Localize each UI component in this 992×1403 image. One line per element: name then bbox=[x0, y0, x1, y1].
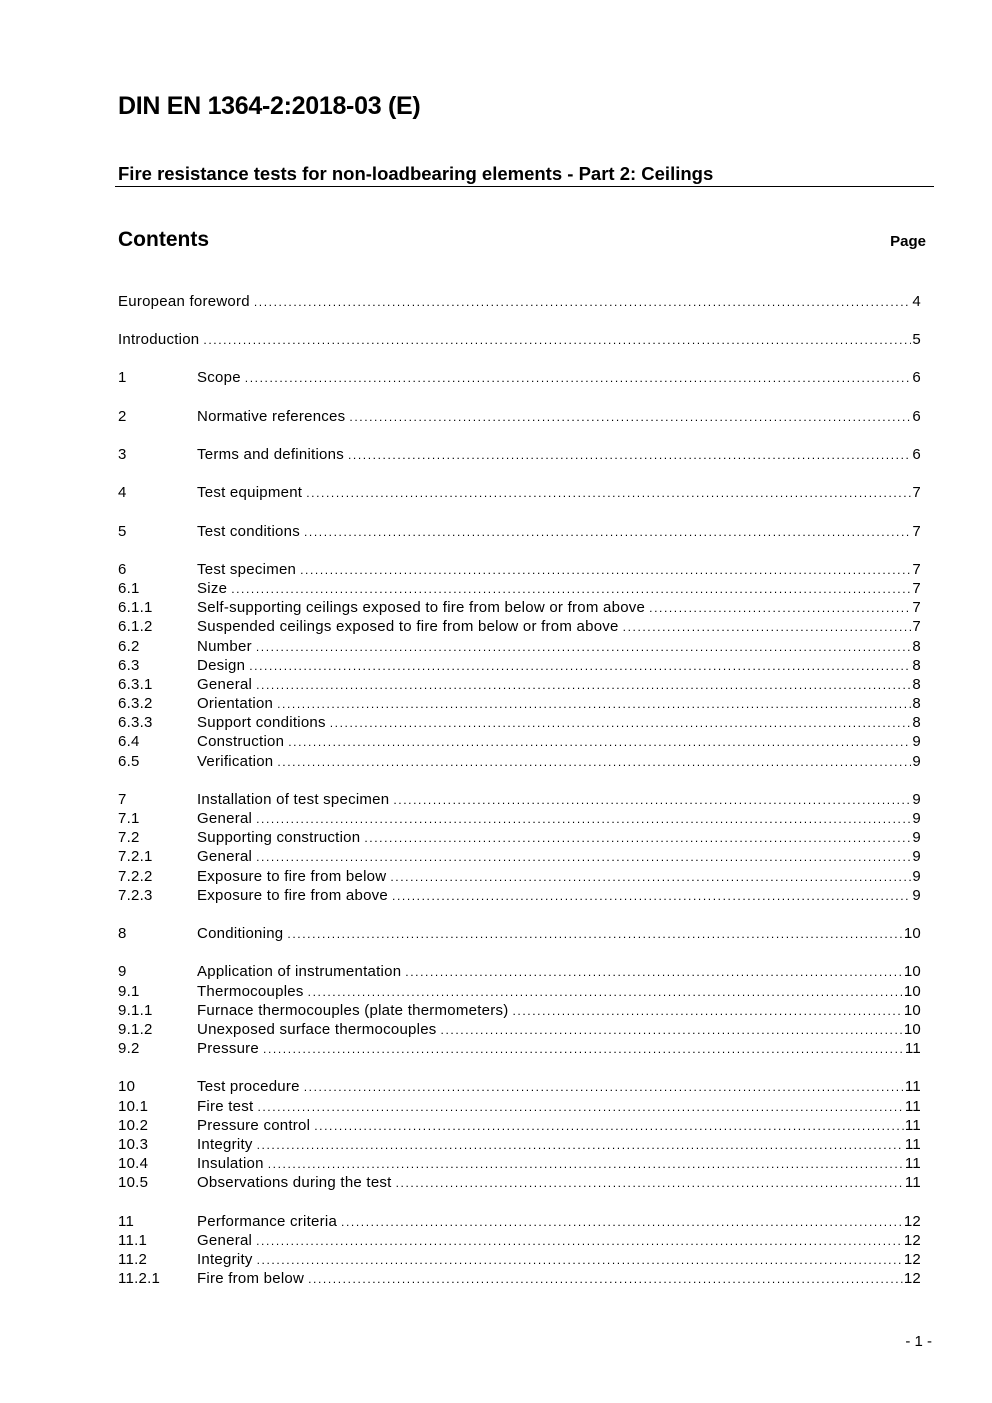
toc-entry[interactable] bbox=[118, 1001, 921, 1020]
toc-dot-leader bbox=[231, 580, 911, 599]
toc-entry-number: 11 bbox=[118, 1213, 135, 1230]
document-id: DIN EN 1364-2:2018-03 (E) bbox=[118, 92, 421, 120]
toc-entry-page: 10 bbox=[903, 963, 921, 980]
toc-entry[interactable] bbox=[118, 924, 921, 943]
toc-entry-number: 7.2.1 bbox=[118, 848, 153, 865]
toc-entry-number: 11.2 bbox=[118, 1251, 148, 1268]
toc-entry-title: Pressure control bbox=[197, 1117, 311, 1134]
toc-entry-number: 9.2 bbox=[118, 1040, 140, 1057]
toc-dot-leader bbox=[623, 618, 912, 637]
toc-dot-leader bbox=[268, 1155, 904, 1174]
toc-entry-number: 11.2.1 bbox=[118, 1270, 161, 1287]
toc-dot-leader bbox=[256, 810, 911, 829]
toc-dot-leader bbox=[308, 1270, 903, 1289]
toc-entry-number: 10.5 bbox=[118, 1174, 149, 1191]
toc-dot-leader bbox=[203, 331, 911, 350]
toc-entry[interactable] bbox=[118, 637, 921, 656]
toc-entry[interactable] bbox=[118, 962, 921, 981]
toc-entry[interactable] bbox=[118, 292, 921, 311]
toc-entry-page: 8 bbox=[912, 714, 921, 731]
toc-entry-number: 6.1.1 bbox=[118, 599, 153, 616]
toc-entry-title: Test specimen bbox=[197, 561, 297, 578]
toc-entry-title: Performance criteria bbox=[197, 1213, 338, 1230]
toc-entry-page: 7 bbox=[912, 523, 921, 540]
toc-dot-leader bbox=[392, 887, 911, 906]
toc-entry-title: Scope bbox=[197, 369, 241, 386]
toc-entry-title: General bbox=[197, 676, 253, 693]
toc-entry-page: 9 bbox=[912, 829, 921, 846]
toc-dot-leader bbox=[306, 484, 911, 503]
toc-entry-page: 10 bbox=[903, 1021, 921, 1038]
toc-entry-title: Integrity bbox=[197, 1136, 253, 1153]
table-of-contents bbox=[118, 0, 921, 1403]
toc-entry-number: 10.3 bbox=[118, 1136, 149, 1153]
toc-entry-number: 11.1 bbox=[118, 1232, 148, 1249]
toc-entry-page: 11 bbox=[904, 1098, 921, 1115]
toc-entry-number: 6.3.1 bbox=[118, 676, 153, 693]
toc-entry-title: General bbox=[197, 810, 253, 827]
toc-dot-leader bbox=[314, 1117, 904, 1136]
toc-entry-page: 11 bbox=[904, 1174, 921, 1191]
toc-dot-leader bbox=[257, 1098, 903, 1117]
toc-entry-title: Suspended ceilings exposed to fire from below or from above bbox=[197, 618, 619, 635]
toc-entry-title: Unexposed surface thermocouples bbox=[197, 1021, 437, 1038]
toc-entry-number: 10.1 bbox=[118, 1098, 149, 1115]
toc-entry[interactable] bbox=[118, 694, 921, 713]
toc-entry-number: 6.5 bbox=[118, 753, 140, 770]
toc-dot-leader bbox=[364, 829, 911, 848]
toc-entry[interactable] bbox=[118, 847, 921, 866]
toc-entry-page: 6 bbox=[912, 369, 921, 386]
toc-entry-number: 7 bbox=[118, 791, 127, 808]
toc-entry[interactable] bbox=[118, 867, 921, 886]
toc-entry-page: 7 bbox=[912, 599, 921, 616]
toc-entry-page: 10 bbox=[903, 983, 921, 1000]
toc-dot-leader bbox=[304, 523, 911, 542]
toc-entry-number: 9.1.1 bbox=[118, 1002, 153, 1019]
toc-entry-page: 11 bbox=[904, 1117, 921, 1134]
toc-entry-page: 9 bbox=[912, 810, 921, 827]
toc-entry-title: Installation of test specimen bbox=[197, 791, 390, 808]
toc-entry-page: 9 bbox=[912, 868, 921, 885]
toc-entry-number: 6 bbox=[118, 561, 127, 578]
toc-entry[interactable] bbox=[118, 1154, 921, 1173]
toc-entry-title: Test procedure bbox=[197, 1078, 300, 1095]
toc-entry-title: Design bbox=[197, 657, 246, 674]
toc-entry-page: 11 bbox=[904, 1155, 921, 1172]
document-title: Fire resistance tests for non-loadbearing elements - Part 2: Ceilings bbox=[118, 163, 714, 184]
toc-entry-number: 7.2.3 bbox=[118, 887, 153, 904]
toc-entry-number: 2 bbox=[118, 408, 127, 425]
toc-entry-title: Test equipment bbox=[197, 484, 303, 501]
toc-entry-number: 6.1.2 bbox=[118, 618, 153, 635]
toc-entry-number: 6.4 bbox=[118, 733, 140, 750]
toc-entry-title: Insulation bbox=[197, 1155, 264, 1172]
toc-entry[interactable] bbox=[118, 1212, 921, 1231]
toc-entry-page: 8 bbox=[912, 657, 921, 674]
toc-entry-title: Exposure to fire from above bbox=[197, 887, 389, 904]
toc-entry-page: 12 bbox=[903, 1232, 921, 1249]
toc-entry-page: 8 bbox=[912, 676, 921, 693]
toc-entry-page: 9 bbox=[912, 791, 921, 808]
toc-entry-page: 11 bbox=[904, 1078, 921, 1095]
toc-entry-page: 10 bbox=[903, 925, 921, 942]
toc-dot-leader bbox=[245, 369, 912, 388]
toc-entry-page: 5 bbox=[912, 331, 921, 348]
toc-dot-leader bbox=[254, 293, 912, 312]
toc-entry-page: 11 bbox=[904, 1040, 921, 1057]
page-number: - 1 - bbox=[905, 1333, 932, 1350]
toc-dot-leader bbox=[393, 791, 911, 810]
toc-entry-page: 8 bbox=[912, 638, 921, 655]
toc-entry-page: 8 bbox=[912, 695, 921, 712]
toc-entry[interactable] bbox=[118, 1135, 921, 1154]
toc-entry-title: Exposure to fire from below bbox=[197, 868, 387, 885]
toc-entry[interactable] bbox=[118, 982, 921, 1001]
toc-entry-title: Test conditions bbox=[197, 523, 300, 540]
toc-dot-leader bbox=[348, 446, 911, 465]
toc-entry-number: 3 bbox=[118, 446, 127, 463]
toc-entry-title: Construction bbox=[197, 733, 285, 750]
toc-entry-title: Normative references bbox=[197, 408, 346, 425]
toc-dot-leader bbox=[330, 714, 912, 733]
toc-entry-page: 11 bbox=[904, 1136, 921, 1153]
toc-entry-page: 7 bbox=[912, 561, 921, 578]
toc-entry-title: Self-supporting ceilings exposed to fire from below or from above bbox=[197, 599, 646, 616]
toc-dot-leader bbox=[256, 638, 912, 657]
toc-entry-page: 6 bbox=[912, 408, 921, 425]
toc-entry-title: Thermocouples bbox=[197, 983, 304, 1000]
toc-entry-number: 6.3 bbox=[118, 657, 140, 674]
toc-entry[interactable] bbox=[118, 809, 921, 828]
toc-dot-leader bbox=[277, 753, 911, 772]
toc-entry-page: 12 bbox=[903, 1213, 921, 1230]
toc-entry[interactable] bbox=[118, 1269, 921, 1288]
toc-entry-page: 7 bbox=[912, 580, 921, 597]
toc-entry-number: 7.2 bbox=[118, 829, 140, 846]
toc-entry[interactable] bbox=[118, 445, 921, 464]
toc-entry[interactable] bbox=[118, 828, 921, 847]
toc-entry-page: 9 bbox=[912, 733, 921, 750]
toc-entry[interactable] bbox=[118, 752, 921, 771]
toc-entry-title: Verification bbox=[197, 753, 274, 770]
toc-entry-number: 7.2.2 bbox=[118, 868, 153, 885]
toc-dot-leader bbox=[390, 868, 911, 887]
toc-entry-title: Fire from below bbox=[197, 1270, 305, 1287]
toc-entry-title: Fire test bbox=[197, 1098, 254, 1115]
toc-dot-leader bbox=[249, 657, 911, 676]
toc-entry-number: 8 bbox=[118, 925, 127, 942]
toc-entry[interactable] bbox=[118, 1077, 921, 1096]
toc-entry[interactable] bbox=[118, 598, 921, 617]
toc-entry-title: Conditioning bbox=[197, 925, 284, 942]
toc-entry-title: Introduction bbox=[118, 331, 200, 348]
toc-entry-title: Observations during the test bbox=[197, 1174, 392, 1191]
toc-entry-title: Support conditions bbox=[197, 714, 326, 731]
toc-dot-leader bbox=[649, 599, 911, 618]
toc-dot-leader bbox=[256, 676, 911, 695]
toc-dot-leader bbox=[405, 963, 903, 982]
toc-entry-number: 7.1 bbox=[118, 810, 140, 827]
toc-entry-title: Orientation bbox=[197, 695, 274, 712]
toc-dot-leader bbox=[300, 561, 911, 580]
toc-entry-number: 10.2 bbox=[118, 1117, 149, 1134]
toc-entry[interactable] bbox=[118, 407, 921, 426]
toc-entry[interactable] bbox=[118, 1039, 921, 1058]
toc-entry[interactable] bbox=[118, 1173, 921, 1192]
toc-entry-page: 9 bbox=[912, 887, 921, 904]
toc-entry-title: European foreword bbox=[118, 293, 250, 310]
toc-entry-page: 12 bbox=[903, 1270, 921, 1287]
toc-entry[interactable] bbox=[118, 1097, 921, 1116]
toc-dot-leader bbox=[341, 1213, 903, 1232]
toc-dot-leader bbox=[256, 1232, 903, 1251]
toc-entry[interactable] bbox=[118, 522, 921, 541]
toc-entry-number: 6.1 bbox=[118, 580, 140, 597]
page-column-heading: Page bbox=[890, 233, 926, 250]
toc-entry[interactable] bbox=[118, 1020, 921, 1039]
toc-entry-title: Pressure bbox=[197, 1040, 260, 1057]
toc-entry-number: 6.3.2 bbox=[118, 695, 153, 712]
toc-entry-page: 7 bbox=[912, 484, 921, 501]
toc-entry[interactable] bbox=[118, 483, 921, 502]
toc-entry-number: 10 bbox=[118, 1078, 136, 1095]
toc-entry-number: 10.4 bbox=[118, 1155, 149, 1172]
toc-entry-title: Number bbox=[197, 638, 252, 655]
toc-entry[interactable] bbox=[118, 675, 921, 694]
toc-entry-page: 9 bbox=[912, 848, 921, 865]
toc-entry-page: 9 bbox=[912, 753, 921, 770]
toc-entry[interactable] bbox=[118, 713, 921, 732]
toc-entry[interactable] bbox=[118, 886, 921, 905]
toc-entry-page: 6 bbox=[912, 446, 921, 463]
toc-entry[interactable] bbox=[118, 656, 921, 675]
toc-entry-page: 7 bbox=[912, 618, 921, 635]
toc-dot-leader bbox=[512, 1002, 902, 1021]
toc-entry-title: General bbox=[197, 1232, 253, 1249]
toc-entry-title: General bbox=[197, 848, 253, 865]
toc-dot-leader bbox=[277, 695, 911, 714]
toc-entry[interactable] bbox=[118, 579, 921, 598]
toc-entry[interactable] bbox=[118, 790, 921, 809]
toc-entry-number: 9.1.2 bbox=[118, 1021, 153, 1038]
toc-entry-number: 9.1 bbox=[118, 983, 140, 1000]
toc-dot-leader bbox=[288, 733, 911, 752]
toc-entry[interactable] bbox=[118, 368, 921, 387]
toc-entry-title: Supporting construction bbox=[197, 829, 361, 846]
toc-entry-page: 10 bbox=[903, 1002, 921, 1019]
toc-entry[interactable] bbox=[118, 1250, 921, 1269]
toc-dot-leader bbox=[257, 1251, 903, 1270]
toc-entry-number: 6.3.3 bbox=[118, 714, 153, 731]
toc-entry-title: Integrity bbox=[197, 1251, 253, 1268]
toc-entry-title: Furnace thermocouples (plate thermometers) bbox=[197, 1002, 509, 1019]
toc-entry[interactable] bbox=[118, 617, 921, 636]
toc-entry-page: 12 bbox=[903, 1251, 921, 1268]
toc-dot-leader bbox=[257, 1136, 904, 1155]
toc-dot-leader bbox=[287, 925, 902, 944]
toc-entry-number: 9 bbox=[118, 963, 127, 980]
toc-dot-leader bbox=[304, 1078, 904, 1097]
toc-entry-page: 4 bbox=[912, 293, 921, 310]
toc-dot-leader bbox=[441, 1021, 903, 1040]
toc-entry[interactable] bbox=[118, 560, 921, 579]
toc-dot-leader bbox=[256, 848, 911, 867]
toc-entry-number: 5 bbox=[118, 523, 127, 540]
toc-dot-leader bbox=[349, 408, 911, 427]
toc-dot-leader bbox=[263, 1040, 904, 1059]
toc-entry[interactable] bbox=[118, 1231, 921, 1250]
toc-dot-leader bbox=[396, 1174, 904, 1193]
toc-entry-title: Application of instrumentation bbox=[197, 963, 402, 980]
toc-entry[interactable] bbox=[118, 330, 921, 349]
toc-entry[interactable] bbox=[118, 732, 921, 751]
toc-entry-title: Size bbox=[197, 580, 228, 597]
contents-heading: Contents bbox=[118, 228, 209, 251]
toc-entry-title: Terms and definitions bbox=[197, 446, 344, 463]
toc-entry-number: 4 bbox=[118, 484, 127, 501]
toc-dot-leader bbox=[308, 983, 903, 1002]
toc-entry-number: 6.2 bbox=[118, 638, 140, 655]
toc-entry-number: 1 bbox=[118, 369, 127, 386]
toc-entry[interactable] bbox=[118, 1116, 921, 1135]
